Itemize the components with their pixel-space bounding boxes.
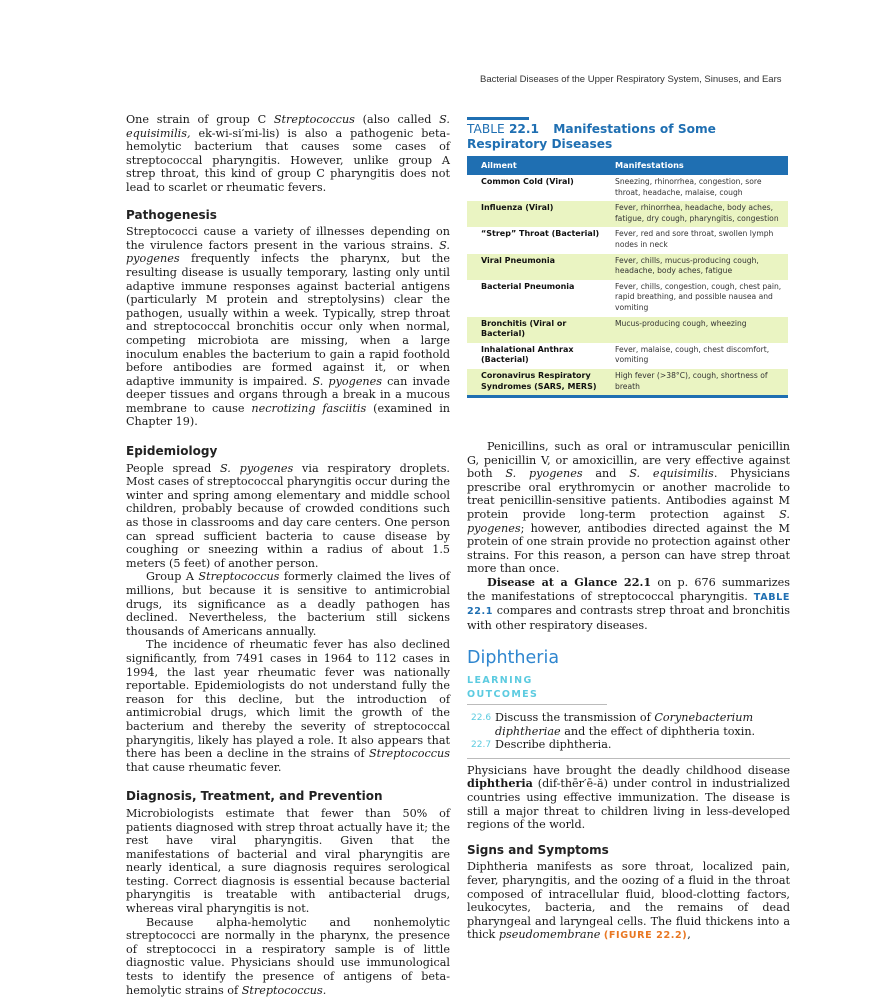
diphtheria-intro-paragraph: Physicians have brought the deadly childhood disease diphtheria (dif-thēr′ē-ă) under control in industrialized countries using effective immunization. The disease is still a major threat to children living in less-developed regions of the world. (467, 763, 790, 832)
column-header-manifestations: Manifestations (609, 156, 788, 175)
pathogenesis-heading: Pathogenesis (126, 207, 217, 222)
diagnosis-heading: Diagnosis, Treatment, and Prevention (126, 789, 383, 804)
epidemiology-paragraph-3: The incidence of rheumatic fever has also declined significantly, from 7491 cases in 1964 to 112 cases in 1994, the last year rheumatic fever was nationally reportable. Epidemiologists do not understand fully the reason for this decline, but the introduction of antimicrobial drugs, which limit the growth of the bacterium and thereby the severity of streptococcal pharyngitis, likely has played a role. It also appears that there has been a decline in the strains of Streptococcus that cause rheumatic fever. (126, 638, 450, 774)
figure-22-2-link[interactable]: (FIGURE 22.2) (603, 930, 688, 942)
signs-paragraph: Diphtheria manifests as sore throat, localized pain, fever, pharyngitis, and the oozing of a fluid in the throat composed of intracellular fluid, blood-clotting factors, leukocytes, bacteria, and the remains of dead pharyngeal and laryngeal cells. The fluid thickens into a thick pseudomembrane (FIGURE 22.2), (467, 860, 790, 942)
pathogenesis-paragraph: Streptococci cause a variety of illnesses depending on the virulence factors present in the various strains. S. pyogenes frequently infects the pharynx, but the resulting disease is usually temporary, lasting only until adaptive immune responses against bacterial antigens (particularly M protein and streptolysins) clear the pathogen, usually within a week. Typically, strep throat and streptococcal bronchitis occur only when normal, competing microbiota are missing, when a large inoculum enables the bacterium to gain a rapid foothold before antibodies are formed against it, or when adaptive immunity is impaired. S. pyogenes can invade deeper tissues and organs through a break in a mucous membrane to cause necrotizing fasciitis (examined in Chapter 19). (126, 225, 451, 429)
table-row: Bacterial Pneumonia Fever, chills, congestion, cough, chest pain, rapid breathing, and possible nausea and vomiting (481, 281, 782, 312)
table-header-row (467, 156, 788, 175)
epidemiology-heading: Epidemiology (126, 444, 218, 459)
learning-outcomes-list (471, 711, 790, 753)
table-row: Influenza (Viral) Fever, rhinorrhea, headache, body aches, fatigue, dry cough, pharyngitis, congestion (467, 201, 788, 227)
table-22-1 (467, 117, 788, 398)
diagnosis-paragraph-1: Microbiologists estimate that fewer than 50% of patients diagnosed with strep throat actually have it; the rest have viral pharyngitis. Given that the manifestations of bacterial and viral pharyngitis are nearly identical, a sure diagnosis requires serological testing. Correct diagnosis is essential because bacterial pharyngitis is treatable with antibacterial drugs, whereas viral pharyngitis is not. (126, 806, 450, 916)
diagnosis-paragraph-2: Because alpha-hemolytic and nonhemolytic streptococci are normally in the pharynx, the presence of streptococci in a respiratory sample is of little diagnostic value. Physicians should use immunological tests to identify the presence of antigens of beta-hemolytic strains of Streptococcus. (126, 915, 450, 997)
epidemiology-paragraph-1: People spread S. pyogenes via respiratory droplets. Most cases of streptococcal pharyngitis occur during the winter and spring among elementary and middle school children, probably because of crowded conditions such as those in classrooms and day care centers. One person can spread sufficient bacteria to cause disease by coughing or sneezing within a radius of about 1.5 meters (5 feet) of another person. (126, 461, 450, 570)
table-row: Viral Pneumonia Fever, chills, mucus-producing cough, headache, body aches, fatigue (467, 254, 788, 280)
table-top-rule (467, 117, 529, 120)
manifestations-table (467, 156, 788, 395)
table-bottom-rule (467, 395, 788, 398)
diphtheria-heading: Diphtheria (467, 648, 560, 669)
table-title: TABLE 22.1 Manifestations of Some Respiratory Diseases (467, 122, 716, 151)
table-row: Bronchitis (Viral or Bacterial) Mucus-producing cough, wheezing (467, 317, 788, 343)
disease-at-a-glance-ref[interactable]: Disease at a Glance 22.1 (487, 574, 652, 589)
learning-outcomes-divider (467, 758, 790, 759)
learning-outcome-item: 22.6 Discuss the transmission of Corynebacterium diphtheriae and the effect of diphtheria toxin. (471, 711, 756, 738)
table-row: Inhalational Anthrax (Bacterial) Fever, malaise, cough, chest discomfort, vomiting (481, 344, 770, 365)
right-column (467, 440, 790, 943)
left-column (126, 113, 450, 997)
signs-and-symptoms-heading: Signs and Symptoms (467, 842, 609, 857)
epidemiology-paragraph-2: Group A Streptococcus formerly claimed the lives of millions, but because it is sensitive to antimicrobial drugs, its significance as a deadly pathogen has declined. Nevertheless, the bacterium still sickens thousands of Americans annually. (126, 570, 450, 638)
learning-outcome-item: 22.7 Describe diphtheria. (471, 738, 612, 752)
intro-paragraph: One strain of group C Streptococcus (also called S. equisimilis, ek-wi-si′mi-lis) is also a pathogenic beta-hemolytic bacterium that causes some cases of streptococcal pharyngitis. However, unlike group A strep throat, this kind of group C pharyngitis does not lead to scarlet or rheumatic fevers. (126, 113, 450, 194)
learning-outcomes-heading: LEARNING OUTCOMES (467, 674, 607, 705)
table-row: Coronavirus Respiratory Syndromes (SARS, MERS) High fever (>38°C), cough, shortness of breath (467, 369, 788, 395)
table-row: “Strep” Throat (Bacterial) Fever, red and sore throat, swollen lymph nodes in neck (481, 229, 774, 249)
running-head: Bacterial Diseases of the Upper Respiratory System, Sinuses, and Ears (480, 74, 782, 85)
glance-paragraph: Disease at a Glance 22.1 on p. 676 summarizes the manifestations of streptococcal pharyngitis. TABLE 22.1 compares and contrasts strep throat and bronchitis with other respiratory diseases. (467, 574, 790, 632)
table-row: Common Cold (Viral) Sneezing, rhinorrhea, congestion, sore throat, headache, malaise, cough (481, 177, 762, 197)
column-header-ailment: Ailment (467, 156, 609, 175)
treatment-paragraph: Penicillins, such as oral or intramuscular penicillin G, penicillin V, or amoxicillin, are very effective against both S. pyogenes and S. equisimilis. Physicians prescribe oral erythromycin or another macrolide to treat penicillin-sensitive patients. Antibodies against M protein provide long-term protection against S. pyogenes; however, antibodies directed against the M protein of one strain provide no protection against other strains. For this reason, a person can have strep throat more than once. (467, 440, 790, 576)
table-22-1-link[interactable]: TABLE 22.1 (467, 591, 790, 618)
